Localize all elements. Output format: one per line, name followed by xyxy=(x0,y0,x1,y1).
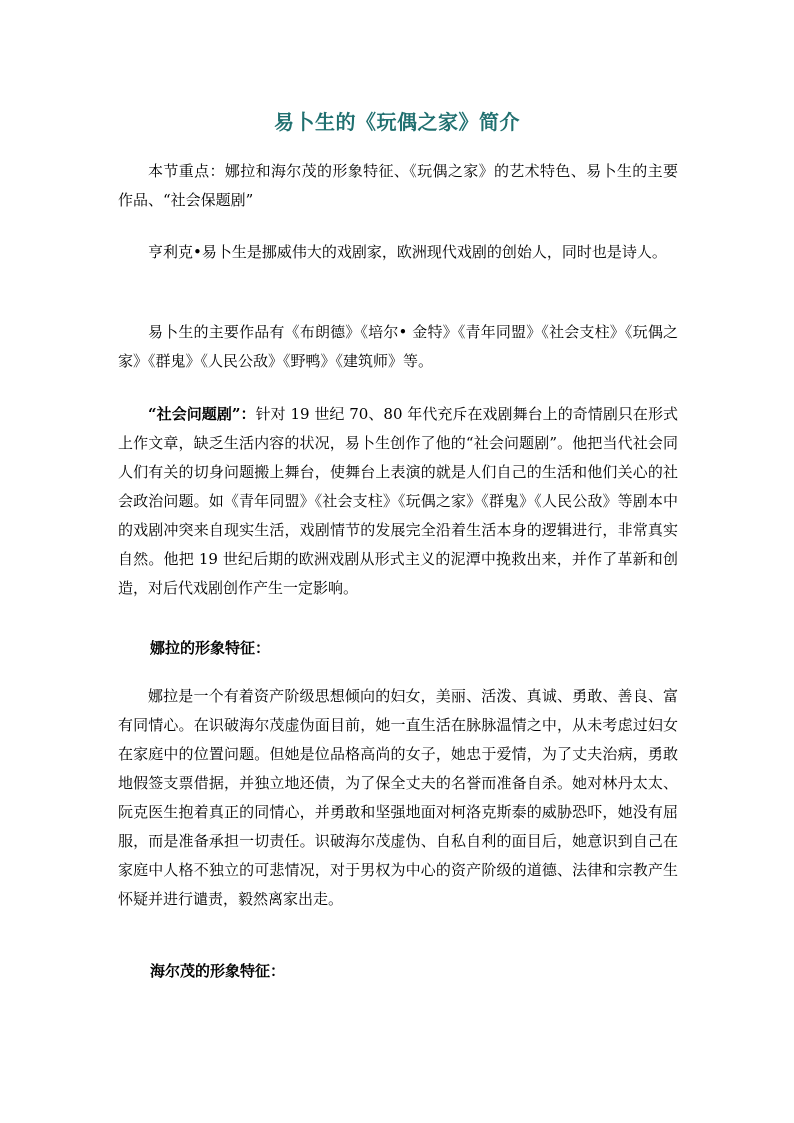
nora-paragraph: 娜拉是一个有着资产阶级思想倾向的妇女，美丽、活泼、真诚、勇敢、善良、富有同情心。在识破海尔茂虚伪面目前，她一直生活在脉脉温情之中，从未考虑过妇女在家庭中的位置问题。但她是位品格高尚的女子，她忠于爱情，为了丈夫治病，勇敢地假签支票借据，并独立地还债，为了保全丈夫的名誉而准备自杀。她对林丹太太、阮克医生抱着真正的同情心，并勇敢和坚强地面对柯洛克斯泰的威胁恐吓，她没有屈服，而是准备承担一切责任。识破海尔茂虚伪、自私自利的面目后，她意识到自己在家庭中人格不独立的可悲情况，对于男权为中心的资产阶级的道德、法律和宗教产生怀疑并进行谴责，毅然离家出走。 xyxy=(118,687,678,908)
social-drama-label: “社会问题剧”： xyxy=(148,405,256,423)
nora-heading: 娜拉的形象特征： xyxy=(150,639,271,657)
social-drama-paragraph xyxy=(118,400,678,603)
helmer-heading: 海尔茂的形象特征： xyxy=(150,962,286,980)
key-points-paragraph: 本节重点：娜拉和海尔茂的形象特征、《玩偶之家》的艺术特色、易卜生的主要作品、“社会保题剧” xyxy=(118,162,678,209)
social-drama-text: 针对 19 世纪 70、80 年代充斥在戏剧舞台上的奇情剧只在形式上作文章，缺乏生活内容的状况，易卜生创作了他的“社会问题剧”。他把当代社会同人们有关的切身问题搬上舞台，使舞台上表演的就是人们自己的生活和他们关心的社会政治问题。如《青年同盟》《社会支柱》《玩偶之家》《群鬼》《人民公敌》等剧本中的戏剧冲突来自现实生活，戏剧情节的发展完全沿着生活本身的逻辑进行，非常真实自然。他把 19 世纪后期的欧洲戏剧从形式主义的泥潭中挽救出来，并作了革新和创造，对后代戏剧创作产生一定影响。 xyxy=(118,405,678,597)
document-title: 易卜生的《玩偶之家》简介 xyxy=(274,110,520,134)
intro-paragraph: 亨利克•易卜生是挪威伟大的戏剧家，欧洲现代戏剧的创始人，同时也是诗人。 xyxy=(148,243,667,261)
works-paragraph: 易卜生的主要作品有《布朗德》《培尔• 金特》《青年同盟》《社会支柱》《玩偶之家》《群鬼》《人民公敌》《野鸭》《建筑师》等。 xyxy=(118,323,678,370)
